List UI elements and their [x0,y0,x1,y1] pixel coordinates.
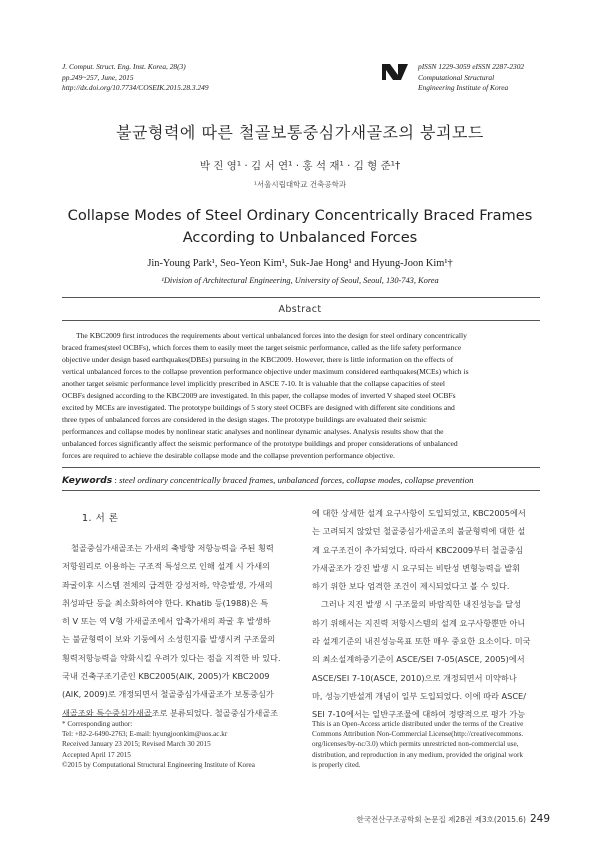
footnote-line: * Corresponding author: [62,720,133,728]
keywords-text: steel ordinary concentrically braced frames, unbalanced forces, collapse modes, collapse prevention [119,475,474,485]
abstract-body [62,330,542,463]
body-line: 하기 위한 보다 엄격한 조건이 제시되었다고 볼 수 있다. [312,581,510,592]
footnote-line: ©2015 by Computational Structural Engineering Institute of Korea [62,760,255,769]
doi-link[interactable]: http://dx.doi.org/10.7734/COSEIK.2015.28.3.249 [62,83,209,93]
body-line: 하기 위해서는 지진력 저항시스템의 설계 요구사항뿐만 아니 [312,617,526,628]
abstract-heading-rule [62,320,540,321]
body-line: 가새골조가 강진 발생 시 요구되는 비탄성 변형능력을 발휘 [312,562,521,573]
body-line: 국내 건축구조기준인 KBC2005(AIK, 2005)가 KBC2009 [62,671,270,682]
body-line: ASCE/SEI 7-10(ASCE, 2010)으로 개정되면서 미약하나 [312,672,517,683]
abstract-line: excited by MCEs are investigated. The prototype buildings of 5 story steel OCBFs are designed with different site conditions and [62,403,455,413]
body-line: (AIK, 2009)로 개정되면서 철골중심가새골조가 보통중심가 [62,689,274,700]
body-line: 횡력저항능력을 약화시킬 우려가 있다는 점을 지적한 바 있다. [62,652,281,663]
abstract-heading: Abstract [278,304,322,315]
citation-line: pp.249~257, June, 2015 [62,72,134,82]
publisher-line: Engineering Institute of Korea [418,83,509,93]
abstract-line: objective under design based earthquakes(DBEs) pursuing in the KBC2009. However, there is little information on the effects of [62,355,454,365]
korean-authors: 박 진 영¹ · 김 서 연¹ · 홍 석 재¹ · 김 형 준¹† [199,160,401,172]
body-line: 에 대한 상세한 설계 요구사항이 도입되었고, KBC2005에서 [312,508,526,518]
english-title-line: According to Unbalanced Forces [182,229,418,246]
corresponding-author-note [62,719,255,770]
keywords-top-rule [62,467,540,468]
footnote-line: Accepted April 17 2015 [62,750,131,759]
open-access-note [312,719,523,770]
korean-title: 불균형력에 따른 철골보통중심가새골조의 붕괴모드 [116,123,484,142]
body-line: SEI 7-10에서는 일반구조물에 대하여 정량적으로 평가 가능 [312,709,526,720]
footnote-line: distribution, and reproduction in any medium, provided the original work [312,750,523,759]
korean-affiliation: ¹서울시립대학교 건축공학과 [253,180,347,189]
abstract-line: three types of unbalanced forces are considered in the design stages. The prototype buildings are evaluated their seismic [62,415,427,425]
citation-line: J. Comput. Struct. Eng. Inst. Korea, 28(3) [62,62,186,71]
body-line: 라 설계기준의 내진성능목표 또한 매우 중요한 요소이다. 미국 [312,636,531,647]
keywords-label: Keywords [62,475,113,486]
footnote-line: Received January 23 2015; Revised March 30 2015 [62,740,211,749]
body-line: 저항원리로 이용하는 구조적 특성으로 인해 설계 시 가새의 [62,561,271,572]
body-line: 새골조와 특수중심가새골조로 분류되었다. 철골중심가새골조 [62,707,279,718]
footnote-line: Commons Attribution Non-Commercial License(http://creativecommons. [312,730,524,739]
footnote-line: Tel: +82-2-6490-2763; E-mail: hyungjoonkim@uos.ac.kr [62,730,228,739]
left-column-text [62,539,281,722]
keywords-line: Keywords : steel ordinary concentrically braced frames, unbalanced forces, collapse modes, collapse prevention [62,475,474,486]
keywords-bottom-rule [62,490,540,491]
footnote-rule [62,716,152,717]
abstract-line: braced frames(steel OCBFs), which forces them to easily meet the target seismic performance, called as the life safety performance [62,343,462,353]
section-heading: 1. 서 론 [82,513,119,524]
body-line: 좌굴이후 시스템 전체의 급격한 강성저하, 약층발생, 가새의 [62,579,273,590]
footnote-line: org/licenses/by-nc/3.0) which permits unrestricted non-commercial use, [312,740,519,749]
body-line: 그러나 지진 발생 시 구조물의 바람직한 내진성능을 달성 [321,599,522,610]
english-authors: Jin-Young Park¹, Seo-Yeon Kim¹, Suk-Jae Hong¹ and Hyung-Joon Kim¹† [147,258,453,269]
abstract-line: OCBFs designed according to the KBC2009 are investigated. In this paper, the collapse modes of inverted V shaped steel OCBFs [62,391,456,401]
page-number: 249 [529,813,550,825]
body-line: 마, 성능기반설계 개념이 일부 도입되었다. 이에 따라 ASCE/ [312,690,526,701]
english-title-line: Collapse Modes of Steel Ordinary Concentrically Braced Frames [67,207,533,224]
body-line: 철골중심가새골조는 가새의 축방향 저항능력을 주된 횡력 [71,543,274,553]
english-affiliation: ¹Division of Architectural Engineering, University of Seoul, Seoul, 130-743, Korea [161,276,439,285]
abstract-line: unbalanced forces significantly affect the seismic performance of the prototype buildings and proper considerations of unbalanced [62,439,458,449]
journal-logo-icon [381,62,409,82]
footer-journal: 한국전산구조공학회 논문집 제28권 제3호(2015.6) [356,815,526,824]
body-line: 히 V 또는 역 V형 가새골조에서 압축가새의 좌굴 후 발생하 [62,616,271,627]
body-line: 는 고려되지 않았던 철골중심가새골조의 불균형력에 대한 설 [312,526,526,537]
footnote-line: is properly cited. [312,760,361,769]
journal-citation [62,62,209,94]
abstract-line: The KBC2009 first introduces the requirements about vertical unbalanced forces into the design for steel ordinary concentrically [76,331,467,340]
abstract-line: another target seismic performance level implicitly prescribed in ASCE 7-10. It is valuable that the collapse capacities of steel [62,379,446,389]
body-line: 취성파단 등을 최소화하여야 한다. Khatib 등(1988)은 특 [62,597,269,608]
issn-block [418,62,524,94]
abstract-line: forces are required to achieve the desirable collapse mode and the collapse prevention performance objective. [62,451,395,461]
right-column-text [312,504,531,724]
body-line: 의 최소설계하중기준이 ASCE/SEI 7-05(ASCE, 2005)에서 [312,654,525,665]
publisher-line: Computational Structural [418,72,495,82]
english-title [0,205,600,249]
body-line: 계 요구조건이 추가되었다. 따라서 KBC2009부터 철골중심 [312,544,524,555]
footnote-line: This is an Open-Access article distributed under the terms of the Creative [312,720,524,728]
page-footer [0,813,550,825]
abstract-line: performances and collapse modes by nonlinear static analyses and nonlinear dynamic analyses. Analysis results show that the [62,427,444,437]
issn-line: pISSN 1229-3059 eISSN 2287-2302 [418,62,525,71]
abstract-line: vertical unbalanced forces to the collapse prevention performance objective under maximum considered earthquakes(MCEs) which is [62,367,469,377]
body-line: 는 불균형력이 보와 기둥에서 소성힌지를 발생시켜 구조물의 [62,634,276,645]
abstract-top-rule [62,297,540,298]
